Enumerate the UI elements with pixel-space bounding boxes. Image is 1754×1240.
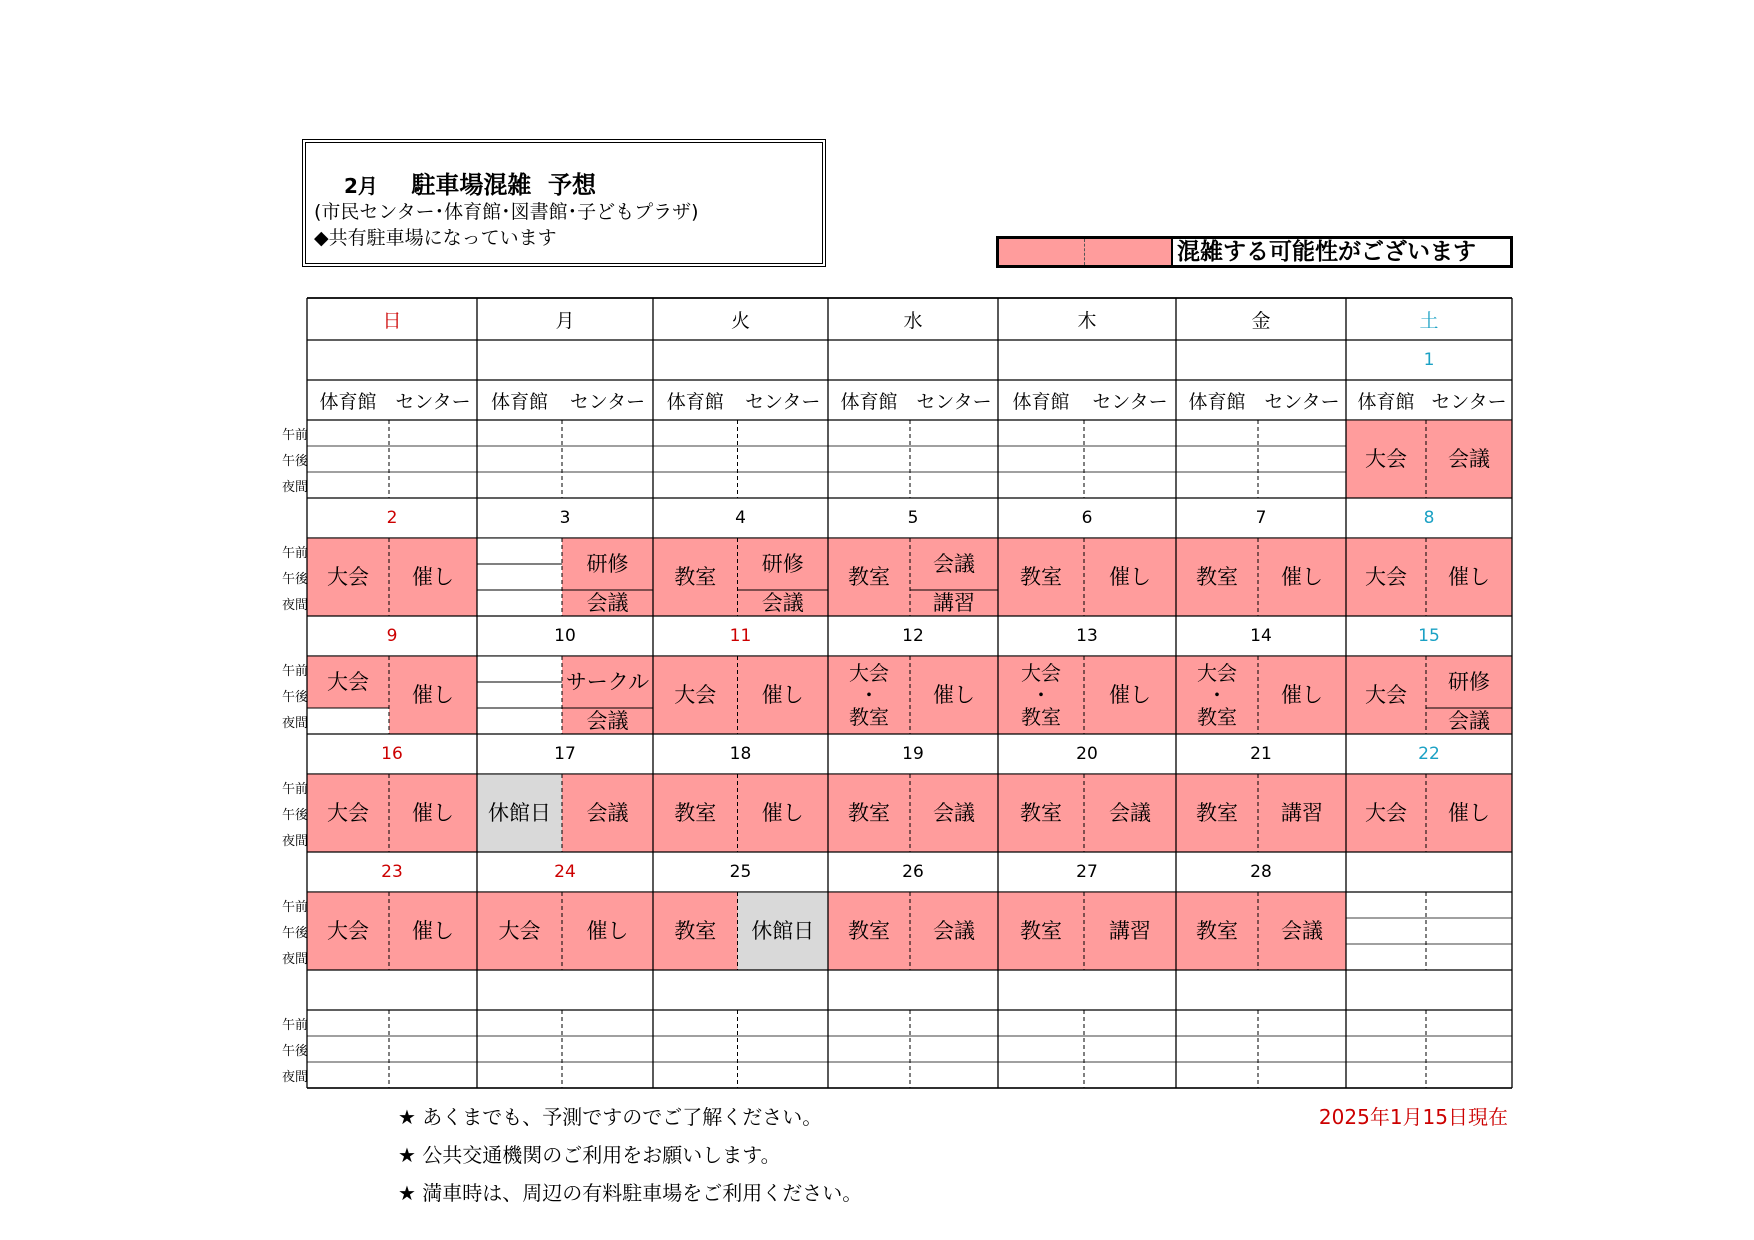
- weekday-header: 土: [1419, 309, 1439, 332]
- time-slot-label: 午後: [281, 808, 308, 823]
- notes: [398, 1098, 862, 1212]
- event-label: 講習: [1109, 918, 1151, 943]
- day-number: [1176, 970, 1346, 1010]
- event-label: [477, 538, 562, 564]
- title-box: [305, 142, 823, 264]
- facility-label-center: センター: [1431, 390, 1507, 413]
- event-label: 大会: [327, 918, 369, 943]
- event-label: 催し: [412, 800, 454, 825]
- time-slot-label: 夜間: [281, 598, 308, 613]
- event-label: 会議: [761, 590, 804, 615]
- event-label: 会議: [1109, 800, 1151, 825]
- day-number: 12: [902, 626, 924, 646]
- title-text: 駐車場混雑 予想: [411, 171, 597, 199]
- time-slot-label: 午前: [281, 900, 308, 915]
- event-label: 催し: [1281, 682, 1323, 707]
- as-of-date: 2025年1月15日現在: [1318, 1105, 1508, 1129]
- event-label: 教室: [1020, 800, 1062, 825]
- event-label: 教室: [848, 800, 890, 825]
- day-number: [828, 340, 998, 380]
- day-number: [477, 970, 653, 1010]
- event-label: 教室: [674, 800, 717, 825]
- event-label: 大会 ・ 教室: [1197, 661, 1237, 729]
- day-number: [828, 970, 998, 1010]
- event-label: 大会: [498, 918, 541, 943]
- day-number: 11: [729, 626, 752, 646]
- month-label: 2月: [344, 174, 378, 198]
- event-label: 大会: [327, 800, 369, 825]
- facility-label-gym: 体育館: [490, 390, 548, 413]
- legend-swatch: [999, 239, 1173, 265]
- event-label: 催し: [412, 564, 454, 589]
- day-number: 4: [735, 508, 746, 528]
- day-number: 3: [559, 508, 571, 528]
- time-slot-label: 夜間: [281, 834, 308, 849]
- event-label: 研修: [1448, 669, 1490, 694]
- page-title: [344, 165, 596, 200]
- day-number: [653, 340, 828, 380]
- event-label: 催し: [1109, 682, 1151, 707]
- day-number: [998, 340, 1176, 380]
- day-number: 13: [1076, 626, 1098, 646]
- time-slot-label: 午後: [281, 572, 308, 587]
- event-label: 大会: [1365, 800, 1407, 825]
- event-label: サークル: [565, 669, 650, 694]
- facility-label-gym: 体育館: [319, 390, 377, 413]
- event-label: 大会: [327, 564, 369, 589]
- day-number: 21: [1250, 744, 1272, 764]
- event-label: 会議: [1281, 918, 1323, 943]
- facility-label-gym: 体育館: [1188, 390, 1246, 413]
- time-slot-label: 午後: [281, 690, 308, 705]
- event-label: 大会: [1365, 446, 1407, 471]
- day-number: [1346, 970, 1512, 1010]
- note-item: ★ あくまでも、予測ですのでご了解ください。: [398, 1105, 823, 1129]
- event-label: 教室: [848, 918, 890, 943]
- facility-label-center: センター: [569, 390, 646, 413]
- event-label: 大会 ・ 教室: [849, 661, 889, 729]
- day-number: [998, 970, 1176, 1010]
- note-item: ★ 公共交通機関のご利用をお願いします。: [398, 1143, 781, 1167]
- day-number: 8: [1423, 508, 1435, 528]
- day-number: [307, 340, 477, 380]
- facility-label-center: センター: [745, 390, 821, 413]
- weekday-header: 火: [730, 309, 750, 332]
- event-label: 催し: [1448, 800, 1490, 825]
- event-label: [307, 708, 389, 734]
- event-label: [477, 564, 562, 590]
- event-label: 研修: [586, 551, 629, 576]
- facilities-subtitle: (市民センター･体育館･図書館･子どもプラザ): [314, 201, 699, 223]
- time-slot-label: 午後: [281, 454, 308, 469]
- day-number: 27: [1076, 862, 1098, 882]
- event-label: 大会: [1365, 682, 1407, 707]
- event-label: 教室: [1020, 918, 1062, 943]
- time-slot-label: 午前: [281, 546, 308, 561]
- time-slot-label: 午前: [281, 664, 308, 679]
- event-label: 催し: [412, 918, 454, 943]
- weekday-header: 金: [1251, 309, 1271, 332]
- event-label: 休館日: [751, 918, 815, 943]
- day-number: 25: [729, 862, 752, 882]
- facility-label-gym: 体育館: [1012, 390, 1070, 413]
- event-label: 休館日: [488, 800, 551, 825]
- event-label: 会議: [933, 800, 975, 825]
- day-number: 24: [554, 862, 576, 882]
- event-label: 会議: [586, 800, 629, 825]
- day-number: [653, 970, 828, 1010]
- event-label: 教室: [1196, 564, 1238, 589]
- day-number: 1: [1423, 350, 1435, 370]
- weekday-header: 月: [555, 309, 575, 332]
- weekday-header: 日: [382, 309, 402, 332]
- day-number: 19: [902, 744, 924, 764]
- time-slot-label: 午後: [281, 1044, 308, 1059]
- event-label: 会議: [933, 918, 975, 943]
- event-label: 催し: [1281, 564, 1323, 589]
- event-label: 大会: [1365, 564, 1407, 589]
- event-label: 催し: [761, 800, 804, 825]
- event-label: 教室: [674, 918, 717, 943]
- event-label: 会議: [933, 551, 975, 576]
- event-label: 教室: [1020, 564, 1062, 589]
- event-label: [477, 682, 562, 708]
- event-label: 催し: [761, 682, 804, 707]
- event-label: 催し: [586, 918, 629, 943]
- time-slot-label: 午前: [281, 1018, 308, 1033]
- day-number: 28: [1250, 862, 1272, 882]
- event-label: 催し: [412, 682, 454, 707]
- day-number: [477, 340, 653, 380]
- event-label: 会議: [1448, 446, 1490, 471]
- day-number: 10: [554, 626, 576, 646]
- time-slot-label: 午後: [281, 926, 308, 941]
- weekday-header: 水: [903, 309, 923, 332]
- event-label: 大会: [327, 669, 369, 694]
- legend: [996, 236, 1513, 268]
- time-slot-label: 午前: [281, 782, 308, 797]
- time-slot-label: 夜間: [281, 480, 308, 495]
- time-slot-label: 夜間: [281, 716, 308, 731]
- facility-label-center: センター: [395, 390, 471, 413]
- day-number: 6: [1081, 508, 1093, 528]
- weekday-header: 木: [1077, 309, 1097, 332]
- event-label: 教室: [674, 564, 717, 589]
- note-item: ★ 満車時は、周辺の有料駐車場をご利用ください。: [398, 1181, 863, 1205]
- day-number: 2: [386, 508, 398, 528]
- event-label: 会議: [1448, 708, 1490, 733]
- time-slot-label: 午前: [281, 428, 308, 443]
- event-label: 会議: [586, 708, 629, 733]
- event-label: 大会: [674, 682, 717, 707]
- day-number: 26: [902, 862, 924, 882]
- day-number: 9: [386, 626, 398, 646]
- event-label: 研修: [761, 551, 804, 576]
- day-number: 15: [1418, 626, 1440, 646]
- event-label: [477, 656, 562, 682]
- day-number: 5: [907, 508, 919, 528]
- day-number: 18: [729, 744, 752, 764]
- event-label: 会議: [586, 590, 629, 615]
- time-slot-label: 夜間: [281, 1070, 308, 1085]
- event-label: 教室: [1196, 918, 1238, 943]
- time-slot-label: 夜間: [281, 952, 308, 967]
- event-label: 講習: [933, 590, 975, 615]
- event-label: 講習: [1281, 800, 1323, 825]
- day-number: 7: [1255, 508, 1267, 528]
- facility-label-gym: 体育館: [840, 390, 898, 413]
- facility-label-center: センター: [1264, 390, 1340, 413]
- legend-label: 混雑する可能性がございます: [1177, 239, 1476, 265]
- event-label: 催し: [933, 682, 975, 707]
- day-number: [1176, 340, 1346, 380]
- day-number: 20: [1076, 744, 1098, 764]
- event-label: 大会 ・ 教室: [1021, 661, 1061, 729]
- event-label: 教室: [848, 564, 890, 589]
- shared-parking-note: ◆共有駐車場になっています: [314, 227, 557, 249]
- facility-label-gym: 体育館: [666, 390, 724, 413]
- day-number: [307, 970, 477, 1010]
- event-label: 催し: [1448, 564, 1490, 589]
- event-label: [477, 708, 562, 734]
- day-number: 16: [381, 744, 403, 764]
- facility-label-center: センター: [1092, 390, 1168, 413]
- day-number: 22: [1418, 744, 1440, 764]
- event-label: [477, 590, 562, 616]
- day-number: 14: [1250, 626, 1272, 646]
- day-number: 17: [554, 744, 576, 764]
- facility-label-gym: 体育館: [1357, 390, 1415, 413]
- event-label: 催し: [1109, 564, 1151, 589]
- facility-label-center: センター: [916, 390, 992, 413]
- event-label: 教室: [1196, 800, 1238, 825]
- day-number: [1346, 852, 1512, 892]
- day-number: 23: [381, 862, 403, 882]
